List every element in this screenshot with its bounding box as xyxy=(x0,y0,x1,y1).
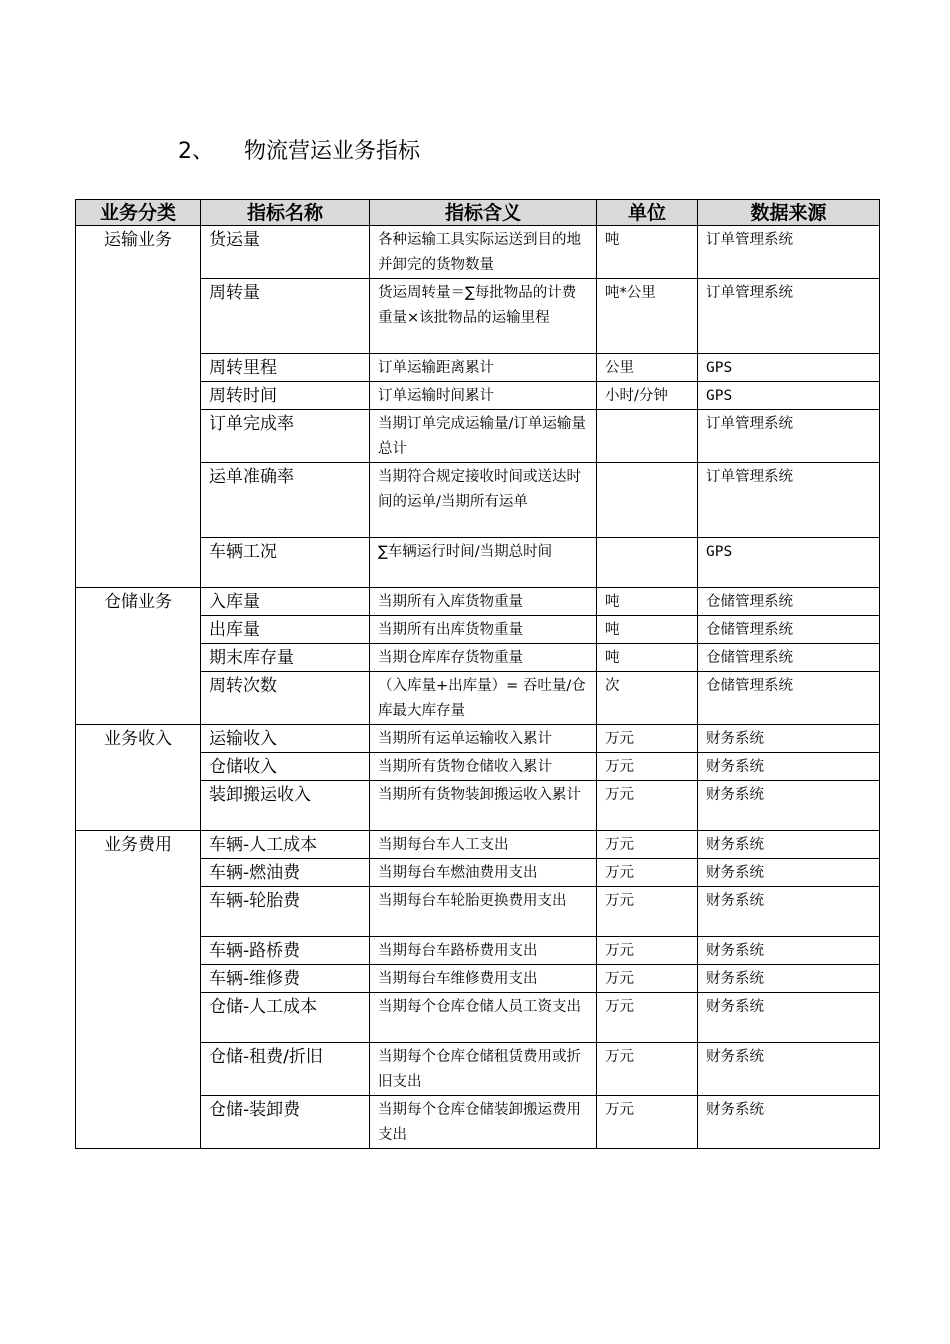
section-heading xyxy=(178,134,420,165)
indicator-name-cell: 周转里程 xyxy=(201,354,370,382)
indicator-name-cell: 订单完成率 xyxy=(201,410,370,463)
definition-cell: ∑车辆运行时间/当期总时间 xyxy=(370,538,597,588)
unit-cell: 万元 xyxy=(597,831,698,859)
definition-cell: 当期仓库库存货物重量 xyxy=(370,644,597,672)
header-row xyxy=(76,200,880,226)
category-cell: 业务收入 xyxy=(76,725,201,831)
unit-cell: 万元 xyxy=(597,725,698,753)
definition-cell: 当期每台车人工支出 xyxy=(370,831,597,859)
definition-cell: 各种运输工具实际运送到目的地并卸完的货物数量 xyxy=(370,226,597,279)
source-cell: 订单管理系统 xyxy=(698,279,880,354)
indicator-name-cell: 运单准确率 xyxy=(201,463,370,538)
unit-cell: 小时/分钟 xyxy=(597,382,698,410)
source-cell: GPS xyxy=(698,538,880,588)
definition-cell: 当期所有运单运输收入累计 xyxy=(370,725,597,753)
definition-cell: 当期符合规定接收时间或送达时间的运单/当期所有运单 xyxy=(370,463,597,538)
indicator-name-cell: 运输收入 xyxy=(201,725,370,753)
definition-cell: 货运周转量＝∑每批物品的计费重量×该批物品的运输里程 xyxy=(370,279,597,354)
category-cell: 仓储业务 xyxy=(76,588,201,725)
unit-cell: 吨*公里 xyxy=(597,279,698,354)
source-cell: 财务系统 xyxy=(698,725,880,753)
definition-cell: 当期订单完成运输量/订单运输量总计 xyxy=(370,410,597,463)
indicator-name-cell: 周转量 xyxy=(201,279,370,354)
unit-cell: 公里 xyxy=(597,354,698,382)
indicator-name-cell: 车辆工况 xyxy=(201,538,370,588)
unit-cell: 吨 xyxy=(597,588,698,616)
col-header-name: 指标名称 xyxy=(201,200,370,226)
definition-cell: 当期所有货物仓储收入累计 xyxy=(370,753,597,781)
indicator-name-cell: 仓储-租费/折旧 xyxy=(201,1043,370,1096)
unit-cell: 万元 xyxy=(597,1096,698,1149)
source-cell: 财务系统 xyxy=(698,937,880,965)
unit-cell xyxy=(597,410,698,463)
source-cell: 财务系统 xyxy=(698,859,880,887)
source-cell: 财务系统 xyxy=(698,831,880,859)
source-cell: 财务系统 xyxy=(698,753,880,781)
col-header-unit: 单位 xyxy=(597,200,698,226)
definition-cell: 订单运输时间累计 xyxy=(370,382,597,410)
definition-cell: 当期每个仓库仓储装卸搬运费用支出 xyxy=(370,1096,597,1149)
source-cell: 仓储管理系统 xyxy=(698,672,880,725)
definition-cell: 当期每个仓库仓储人员工资支出 xyxy=(370,993,597,1043)
definition-cell: 当期每个仓库仓储租赁费用或折旧支出 xyxy=(370,1043,597,1096)
indicator-name-cell: 车辆-人工成本 xyxy=(201,831,370,859)
definition-cell: 当期每台车轮胎更换费用支出 xyxy=(370,887,597,937)
definition-cell: 当期每台车燃油费用支出 xyxy=(370,859,597,887)
indicator-name-cell: 车辆-轮胎费 xyxy=(201,887,370,937)
col-header-definition: 指标含义 xyxy=(370,200,597,226)
indicator-name-cell: 车辆-维修费 xyxy=(201,965,370,993)
unit-cell: 万元 xyxy=(597,859,698,887)
source-cell: 仓储管理系统 xyxy=(698,588,880,616)
source-cell: 财务系统 xyxy=(698,887,880,937)
indicator-name-cell: 仓储收入 xyxy=(201,753,370,781)
source-cell: 订单管理系统 xyxy=(698,226,880,279)
unit-cell: 万元 xyxy=(597,1043,698,1096)
definition-cell: 当期每台车路桥费用支出 xyxy=(370,937,597,965)
unit-cell: 吨 xyxy=(597,226,698,279)
table-row xyxy=(76,725,880,753)
unit-cell: 万元 xyxy=(597,753,698,781)
indicator-name-cell: 车辆-燃油费 xyxy=(201,859,370,887)
category-cell: 运输业务 xyxy=(76,226,201,588)
table-row xyxy=(76,588,880,616)
unit-cell: 万元 xyxy=(597,781,698,831)
definition-cell: 当期所有货物装卸搬运收入累计 xyxy=(370,781,597,831)
source-cell: GPS xyxy=(698,354,880,382)
col-header-source: 数据来源 xyxy=(698,200,880,226)
unit-cell: 吨 xyxy=(597,616,698,644)
source-cell: 仓储管理系统 xyxy=(698,644,880,672)
indicator-name-cell: 仓储-装卸费 xyxy=(201,1096,370,1149)
source-cell: GPS xyxy=(698,382,880,410)
unit-cell xyxy=(597,463,698,538)
table-row xyxy=(76,226,880,279)
definition-cell: 订单运输距离累计 xyxy=(370,354,597,382)
indicator-name-cell: 周转时间 xyxy=(201,382,370,410)
indicator-name-cell: 车辆-路桥费 xyxy=(201,937,370,965)
unit-cell: 次 xyxy=(597,672,698,725)
definition-cell: 当期所有入库货物重量 xyxy=(370,588,597,616)
section-title: 物流营运业务指标 xyxy=(244,139,421,164)
indicator-table xyxy=(75,199,880,1149)
section-number: 2、 xyxy=(178,139,214,164)
indicator-name-cell: 入库量 xyxy=(201,588,370,616)
source-cell: 订单管理系统 xyxy=(698,463,880,538)
source-cell: 订单管理系统 xyxy=(698,410,880,463)
indicator-name-cell: 仓储-人工成本 xyxy=(201,993,370,1043)
source-cell: 财务系统 xyxy=(698,781,880,831)
unit-cell: 万元 xyxy=(597,887,698,937)
unit-cell xyxy=(597,538,698,588)
source-cell: 财务系统 xyxy=(698,993,880,1043)
unit-cell: 万元 xyxy=(597,993,698,1043)
source-cell: 财务系统 xyxy=(698,965,880,993)
indicator-name-cell: 出库量 xyxy=(201,616,370,644)
definition-cell: 当期每台车维修费用支出 xyxy=(370,965,597,993)
unit-cell: 万元 xyxy=(597,937,698,965)
source-cell: 财务系统 xyxy=(698,1043,880,1096)
category-cell: 业务费用 xyxy=(76,831,201,1149)
indicator-name-cell: 装卸搬运收入 xyxy=(201,781,370,831)
definition-cell: 当期所有出库货物重量 xyxy=(370,616,597,644)
indicator-name-cell: 周转次数 xyxy=(201,672,370,725)
indicator-name-cell: 期末库存量 xyxy=(201,644,370,672)
unit-cell: 万元 xyxy=(597,965,698,993)
source-cell: 仓储管理系统 xyxy=(698,616,880,644)
definition-cell: （入库量+出库量）= 吞吐量/仓库最大库存量 xyxy=(370,672,597,725)
source-cell: 财务系统 xyxy=(698,1096,880,1149)
indicator-name-cell: 货运量 xyxy=(201,226,370,279)
unit-cell: 吨 xyxy=(597,644,698,672)
col-header-category: 业务分类 xyxy=(76,200,201,226)
table-row xyxy=(76,831,880,859)
